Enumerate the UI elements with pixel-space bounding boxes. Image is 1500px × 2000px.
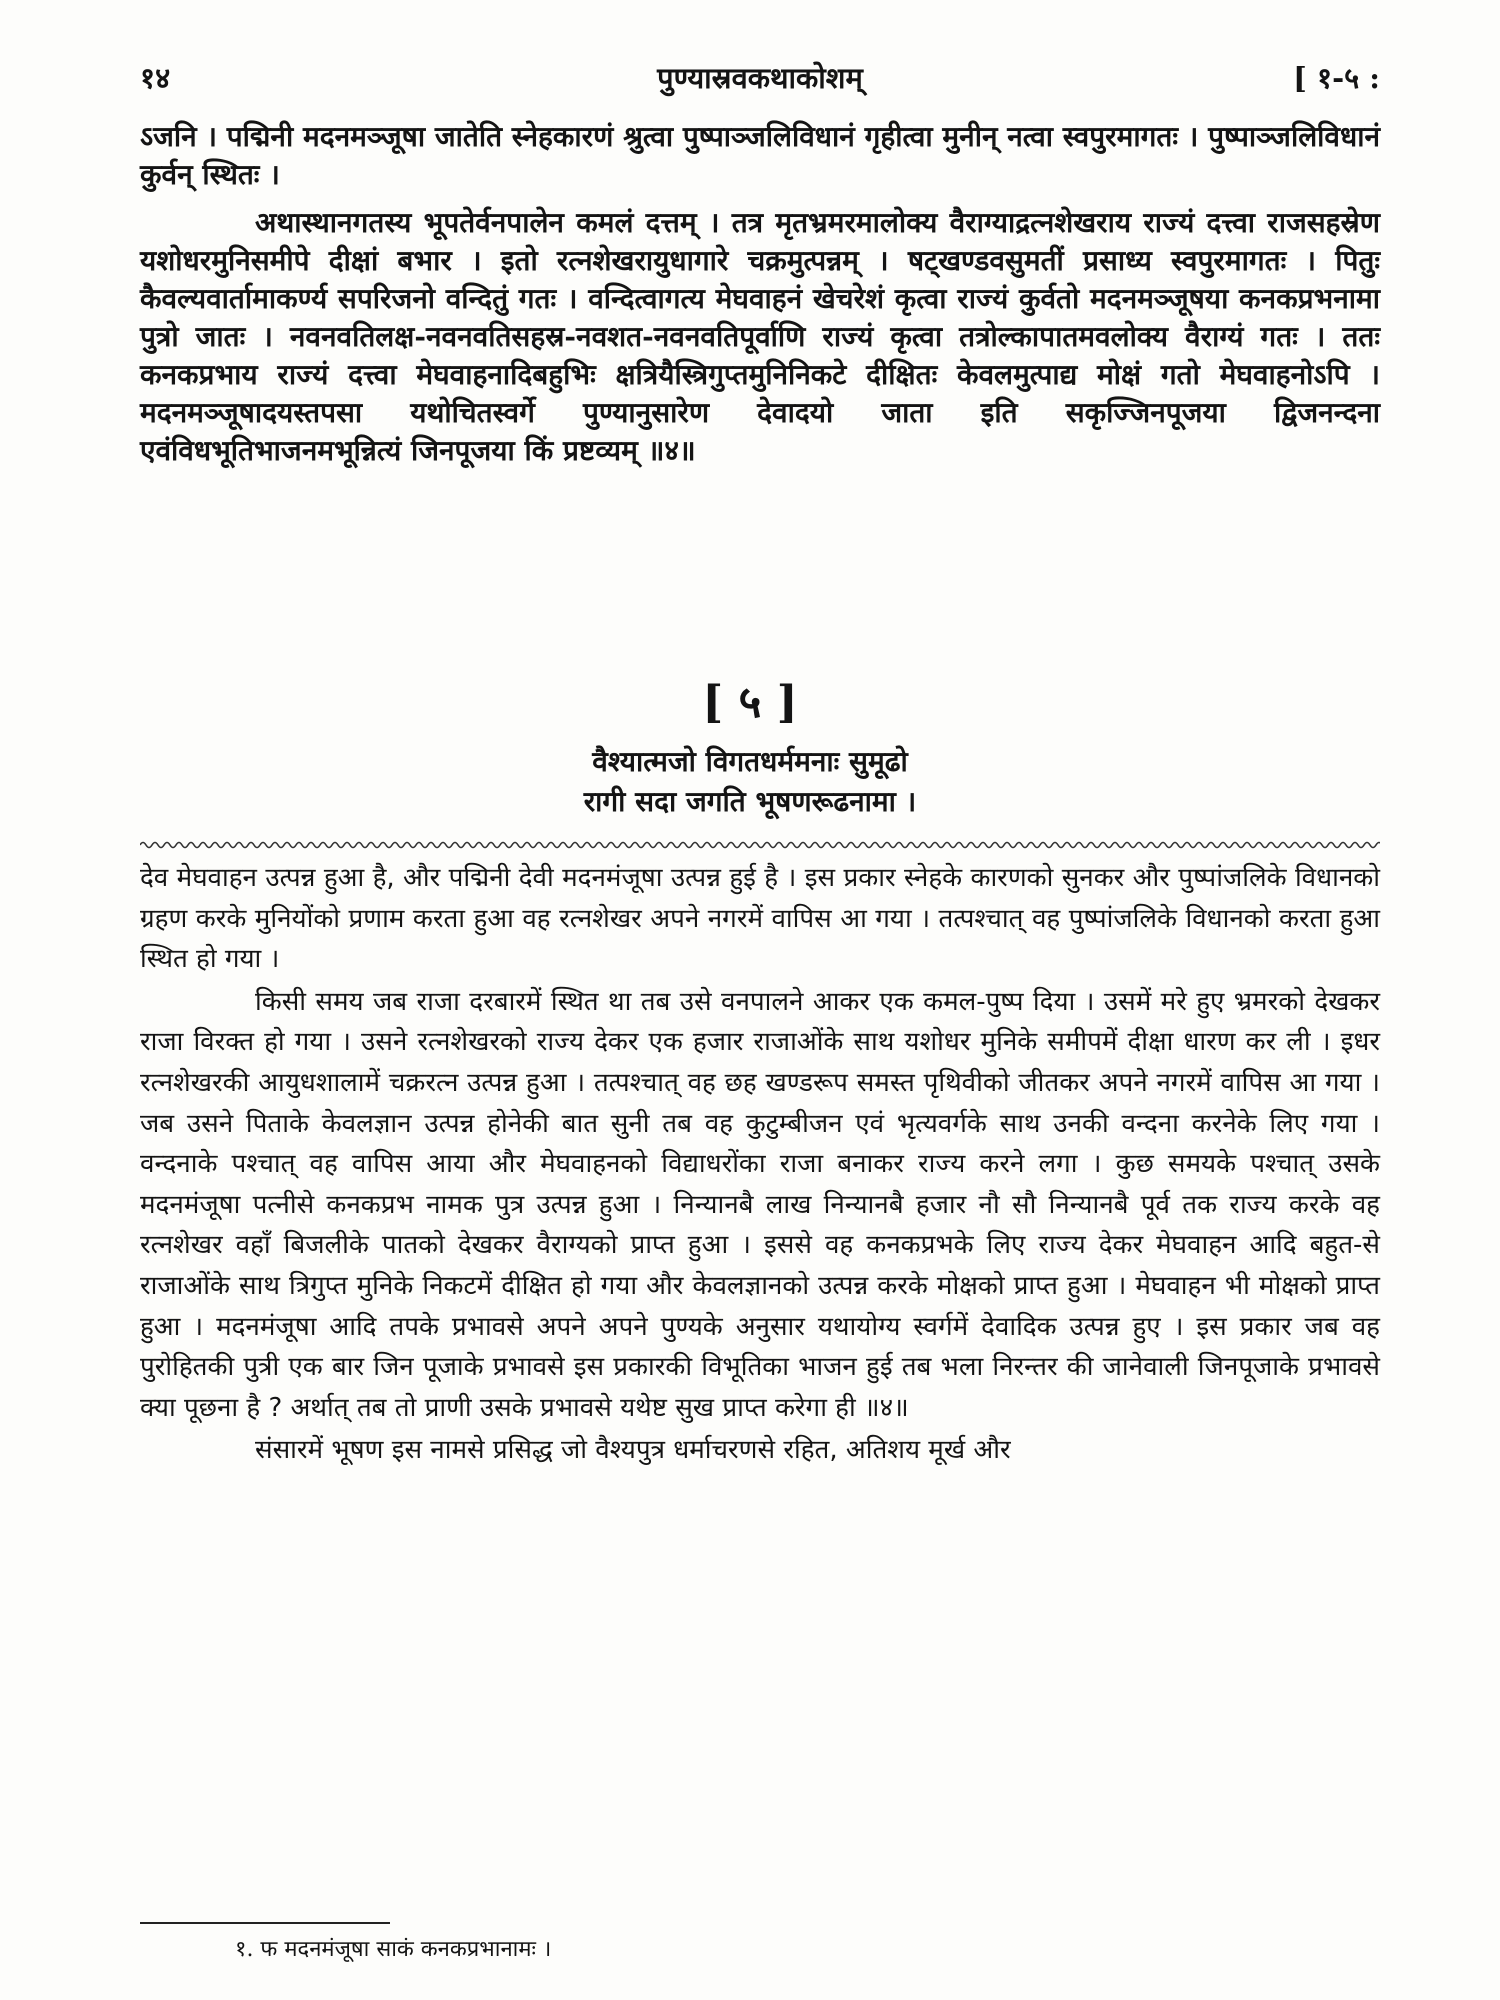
hindi-paragraph: संसारमें भूषण इस नामसे प्रसिद्ध जो वैश्यपुत्र धर्माचरणसे रहित, अतिशय मूर्ख और [255, 1435, 1011, 1466]
wavy-divider [140, 838, 1380, 852]
verse-number: [ ५ ] [702, 677, 798, 728]
running-title: पुण्यास्रवकथाकोशम् [657, 61, 863, 95]
hindi-paragraph: देव मेघवाहन उत्पन्न हुआ है, और पद्मिनी देवी मदनमंजूषा उत्पन्न हुई है । इस प्रकार स्नेहके कारणको सुनकर और पुष्पांजलिके विधानको ग्रहण करके मुनियोंको प्रणाम करता हुआ वह रत्नशेखर अपने नगरमें वापिस आ गया । तत्पश्चात् वह पुष्पांजलिके विधानको करता हुआ स्थित हो गया । [140, 863, 1380, 975]
section-reference: [ १-५ : [1293, 61, 1380, 95]
footnote-rule [140, 1922, 390, 1924]
hindi-translation [140, 858, 1380, 1473]
sanskrit-paragraph: अथास्थानगतस्य भूपतेर्वनपालेन कमलं दत्तम् । तत्र मृतभ्रमरमालोक्य वैराग्याद्रत्नशेखराय राज्यं दत्त्वा राजसहस्रेण यशोधरमुनिसमीपे दीक्षां बभार । इतो रत्नशेखरायुधागारे चक्रमुत्पन्नम् । षट्खण्डवसुमतीं प्रसाध्य स्वपुरमागतः । पितुः कैवल्यवार्तामाकर्ण्य सपरिजनो वन्दितुं गतः । वन्दित्वागत्य मेघवाहनं खेचरेशं कृत्वा राज्यं कुर्वतो मदनमञ्जूषया कनकप्रभनामा पुत्रो जातः । नवनवतिलक्ष-नवनवतिसहस्र-नवशत-नवनवतिपूर्वाणि राज्यं कृत्वा तत्रोल्कापातमवलोक्य वैराग्यं गतः । ततः कनकप्रभाय राज्यं दत्त्वा मेघवाहनादिबहुभिः क्षत्रियैस्त्रिगुप्तमुनिनिकटे दीक्षितः केवलमुत्पाद्य मोक्षं गतो मेघवाहनोऽपि । मदनमञ्जूषादयस्तपसा यथोचितस्वर्गे पुण्यानुसारेण देवादयो जाता इति सकृज्जिनपूजया द्विजनन्दना एवंविधभूतिभाजनमभून्नित्यं जिनपूजया किं प्रष्टव्यम् ॥४॥ [140, 206, 1380, 467]
page-number: १४ [140, 61, 171, 95]
sanskrit-text [140, 118, 1380, 480]
footnote: १. फ मदनमंजूषा साकं कनकप्रभानामः । [235, 1937, 552, 1962]
sanskrit-paragraph: ऽजनि । पद्मिनी मदनमञ्जूषा जातेति स्नेहकारणं श्रुत्वा पुष्पाञ्जलिविधानं गृहीत्वा मुनीन् नत्वा स्वपुरमागतः । पुष्पाञ्जलिविधानं कुर्वन् स्थितः । [140, 120, 1381, 191]
verse-line: रागी सदा जगति भूषणरूढनामा । [583, 785, 917, 818]
page-header [140, 58, 1380, 110]
hindi-paragraph: किसी समय जब राजा दरबारमें स्थित था तब उसे वनपालने आकर एक कमल-पुष्प दिया । उसमें मरे हुए भ्रमरको देखकर राजा विरक्त हो गया । उसने रत्नशेखरको राज्य देकर एक हजार राजाओंके साथ यशोधर मुनिके समीपमें दीक्षा धारण कर ली । इधर रत्नशेखरकी आयुधशालामें चक्ररत्न उत्पन्न हुआ । तत्पश्चात् वह छह खण्डरूप समस्त पृथिवीको जीतकर अपने नगरमें वापिस आ गया । जब उसने पिताके केवलज्ञान उत्पन्न होनेकी बात सुनी तब वह कुटुम्बीजन एवं भृत्यवर्गके साथ उनकी वन्दना करनेके लिए गया । वन्दनाके पश्चात् वह वापिस आया और मेघवाहनको विद्याधरोंका राजा बनाकर राज्य करने लगा । कुछ समयके पश्चात् उसके मदनमंजूषा पत्नीसे कनकप्रभ नामक पुत्र उत्पन्न हुआ । निन्यानबै लाख निन्यानबै हजार नौ सौ निन्यानबै पूर्व तक राज्य करके वह रत्नशेखर वहाँ बिजलीके पातको देखकर वैराग्यको प्राप्त हुआ । इससे वह कनकप्रभके लिए राज्य देकर मेघवाहन आदि बहुत-से राजाओंके साथ त्रिगुप्त मुनिके निकटमें दीक्षित हो गया और केवलज्ञानको उत्पन्न करके मोक्षको प्राप्त हुआ । मेघवाहन भी मोक्षको प्राप्त हुआ । मदनमंजूषा आदि तपके प्रभावसे अपने अपने पुण्यके अनुसार यथायोग्य स्वर्गमें देवादिक उत्पन्न हुए । इस प्रकार जब वह पुरोहितकी पुत्री एक बार जिन पूजाके प्रभावसे इस प्रकारकी विभूतिका भाजन हुई तब भला निरन्तर की जानेवाली जिनपूजाके प्रभावसे क्या पूछना है ? अर्थात् तब तो प्राणी उसके प्रभावसे यथेष्ट सुख प्राप्त करेगा ही ॥४॥ [140, 986, 1380, 1423]
verse [0, 742, 1500, 822]
verse-line: वैश्यात्मजो विगतधर्ममनाः सुमूढो [592, 745, 908, 778]
